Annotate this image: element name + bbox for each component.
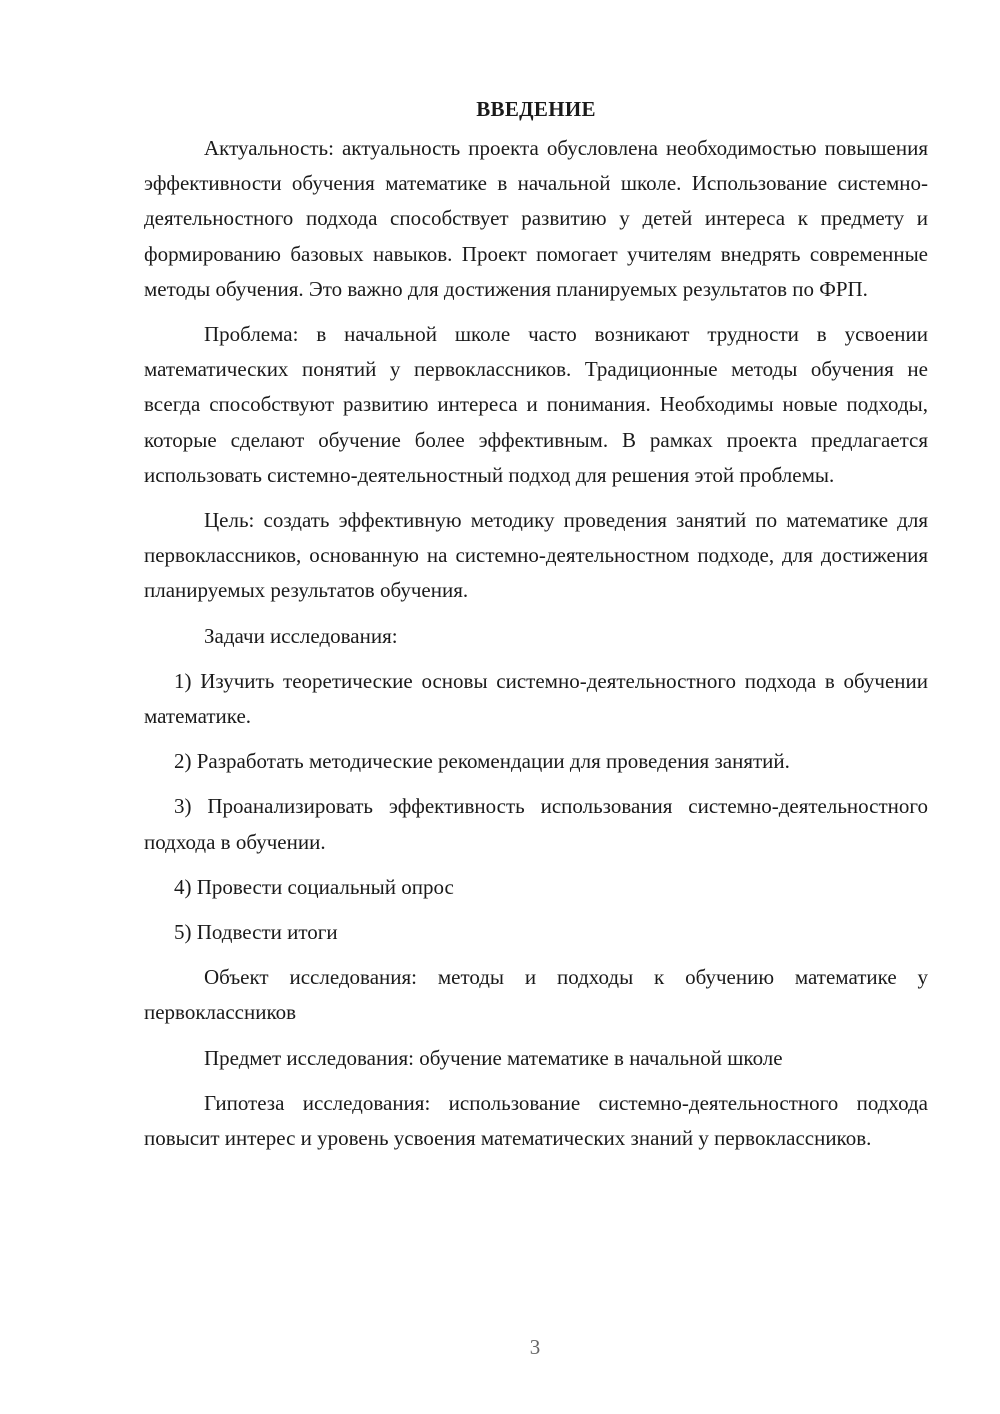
task-item-4: 4) Провести социальный опрос xyxy=(174,874,454,899)
page-body xyxy=(144,92,928,1166)
page-number: 3 xyxy=(529,1335,541,1359)
task-item-5: 5) Подвести итоги xyxy=(174,920,338,945)
problem-paragraph: Проблема: в начальной школе часто возникают трудности в усвоении математических понятий у первоклассников. Традиционные методы обучения не всегда способствуют развитию интереса и понимания. Необходимы новые подходы, которые сделают обучение более эффективным. В рамках проекта предлагается использовать системно-деятельностный подход для решения этой проблемы. xyxy=(144,322,928,487)
object-paragraph: Объект исследования: методы и подходы к обучению математике у первоклассников xyxy=(144,965,928,1025)
task-item-2: 2) Разработать методические рекомендации для проведения занятий. xyxy=(174,749,790,774)
task-item-1: 1) Изучить теоретические основы системно-деятельностного подхода в обучении математике. xyxy=(144,668,928,729)
task-item-3: 3) Проанализировать эффективность использования системно-деятельностного подхода в обучении. xyxy=(144,794,928,854)
section-title: ВВЕДЕНИЕ xyxy=(476,97,596,121)
tasks-heading: Задачи исследования: xyxy=(204,623,398,648)
goal-paragraph: Цель: создать эффективную методику проведения занятий по математике для первоклассников, основанную на системно-деятельностном подходе, для достижения планируемых результатов обучения. xyxy=(144,508,928,603)
subject-paragraph: Предмет исследования: обучение математике в начальной школе xyxy=(204,1045,783,1070)
hypothesis-paragraph: Гипотеза исследования: использование системно-деятельностного подхода повысит интерес и уровень усвоения математических знаний у первоклассников. xyxy=(144,1090,928,1151)
relevance-paragraph: Актуальность: актуальность проекта обусловлена необходимостью повышения эффективности обучения математике в начальной школе. Использование системно-деятельностного подхода способствует развитию у детей интереса к предмету и формированию базовых навыков. Проект помогает учителям внедрять современные методы обучения. Это важно для достижения планируемых результатов по ФРП. xyxy=(144,136,928,301)
